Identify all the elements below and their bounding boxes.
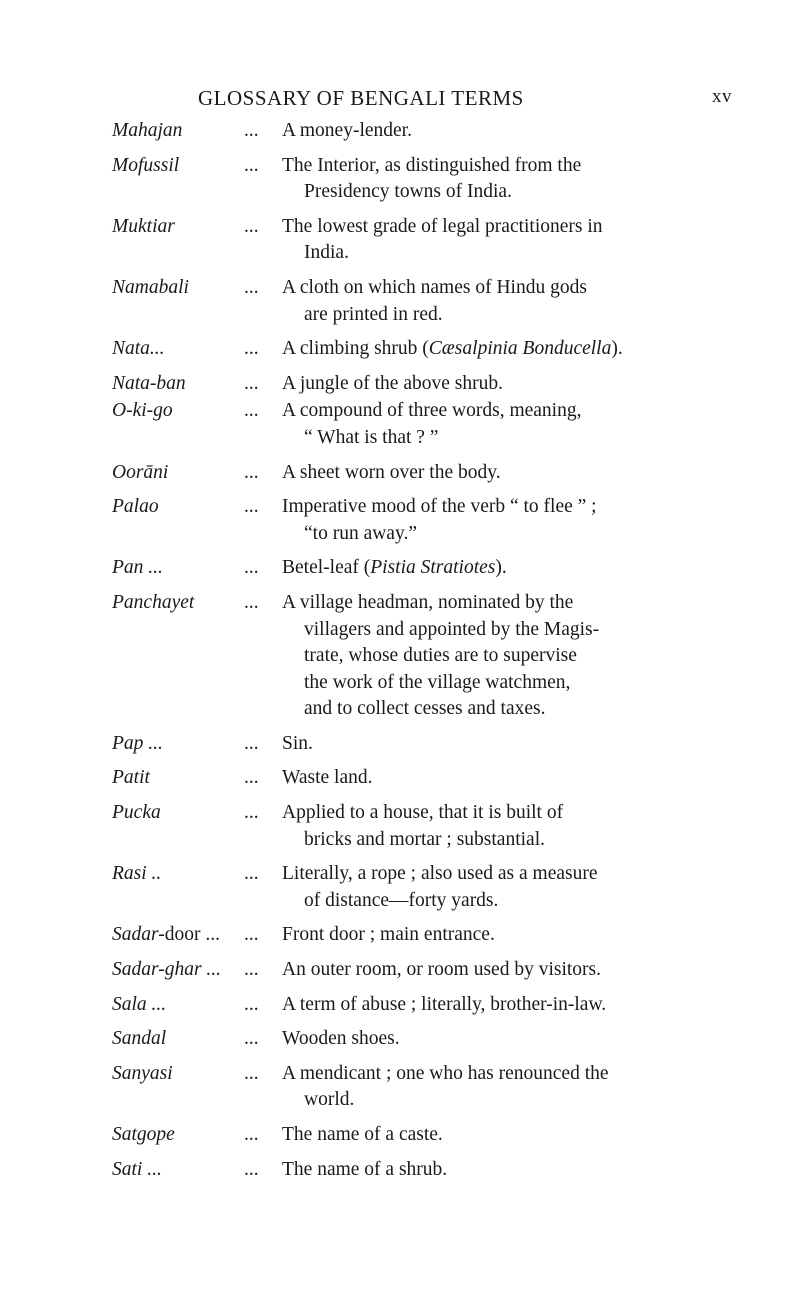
glossary-term: Pucka: [112, 802, 161, 824]
definition-line: A compound of three words, meaning,: [282, 400, 582, 422]
glossary-term: Sandal: [112, 1028, 167, 1050]
glossary-term: Palao: [112, 496, 159, 518]
glossary-term: Pan ...: [112, 557, 163, 579]
leader-dots: ...: [244, 276, 259, 298]
leader-dots: ...: [244, 802, 259, 824]
glossary-term: Pap ...: [112, 732, 163, 754]
definition-line: Sin.: [282, 732, 313, 754]
definition-line: of distance—forty yards.: [304, 889, 499, 911]
glossary-definition: [282, 1122, 702, 1149]
glossary-term: Muktiar: [112, 215, 175, 237]
glossary-term: Sala ...: [112, 993, 167, 1015]
leader-dots: ...: [244, 215, 259, 237]
leader-dots: ...: [244, 863, 259, 885]
definition-line: An outer room, or room used by visitors.: [282, 959, 602, 981]
glossary-term: Oorāni: [112, 461, 169, 483]
definition-line: A money-lender.: [282, 120, 412, 141]
definition-line: Waste land.: [282, 767, 373, 789]
glossary-entry: [112, 153, 652, 206]
glossary-definition: [282, 275, 702, 328]
glossary-definition: [282, 765, 702, 792]
glossary-term: Mofussil: [112, 154, 180, 176]
glossary-definition: [282, 957, 702, 984]
definition-line: A cloth on which names of Hindu gods: [282, 276, 587, 298]
glossary-entry: [112, 1026, 652, 1053]
leader-dots: ...: [244, 993, 259, 1015]
glossary-term: Sati ...: [112, 1158, 162, 1180]
definition-line: trate, whose duties are to supervise: [304, 645, 577, 667]
definition-line: “ What is that ? ”: [304, 426, 439, 448]
glossary-entry: [112, 336, 652, 363]
definition-line: Imperative mood of the verb “ to flee ” ;: [282, 496, 597, 518]
glossary-term: Sanyasi: [112, 1062, 173, 1084]
definition-line: A village headman, nominated by the: [282, 591, 574, 613]
definition-line: Front door ; main entrance.: [282, 924, 495, 946]
glossary-definition: [282, 460, 702, 487]
glossary-term: Nata...: [112, 338, 165, 360]
definition-line: world.: [304, 1089, 355, 1111]
definition-line: the work of the village watchmen,: [304, 671, 571, 693]
glossary-entry: [112, 992, 652, 1019]
definition-line: Literally, a rope ; also used as a measure: [282, 863, 598, 885]
glossary-entry: [112, 957, 652, 984]
glossary-entry: [112, 922, 652, 949]
definition-line: Wooden shoes.: [282, 1028, 400, 1050]
page-title: GLOSSARY OF BENGALI TERMS: [198, 86, 524, 110]
definition-line: The lowest grade of legal practitioners in: [282, 215, 603, 237]
glossary-definition: [282, 555, 702, 582]
leader-dots: ...: [244, 372, 259, 394]
glossary-term: Namabali: [112, 276, 189, 298]
definition-line: Betel-leaf (Pistia Stratiotes).: [282, 557, 507, 579]
glossary-entry: [112, 494, 652, 547]
glossary-definition: [282, 731, 702, 758]
glossary-term: Sadar-door ...: [112, 924, 220, 946]
leader-dots: ...: [244, 338, 259, 360]
glossary-entry: [112, 861, 652, 914]
glossary-definition: [282, 1026, 702, 1053]
definition-line: “to run away.”: [304, 522, 417, 544]
definition-line: villagers and appointed by the Magis-: [304, 618, 600, 640]
glossary-definition: [282, 336, 702, 363]
glossary-entry: [112, 1122, 652, 1149]
glossary-term: Satgope: [112, 1124, 175, 1145]
leader-dots: ...: [244, 591, 259, 613]
definition-line: bricks and mortar ; substantial.: [304, 828, 545, 850]
glossary-entry: [112, 214, 652, 267]
leader-dots: ...: [244, 461, 259, 483]
glossary-entry: [112, 118, 652, 145]
glossary-definition: [282, 153, 702, 206]
definition-line: and to collect cesses and taxes.: [304, 698, 546, 720]
glossary-term: Mahajan: [112, 120, 183, 141]
glossary-definition: [282, 922, 702, 949]
glossary-entry: [112, 765, 652, 792]
definition-line: The Interior, as distinguished from the: [282, 154, 582, 176]
leader-dots: ...: [244, 1028, 259, 1050]
glossary-entry: [112, 555, 652, 582]
glossary-definition: [282, 1061, 702, 1114]
definition-line: India.: [304, 242, 349, 264]
definition-line: A climbing shrub (Cæsalpinia Bonducella).: [282, 338, 623, 360]
glossary-entry: [112, 1157, 652, 1184]
glossary-definition: [282, 494, 702, 547]
definition-line: A sheet worn over the body.: [282, 461, 501, 483]
leader-dots: ...: [244, 1158, 259, 1180]
glossary-term: Sadar-ghar ...: [112, 959, 222, 981]
glossary-definition: [282, 590, 702, 723]
glossary-definition: [282, 992, 702, 1019]
leader-dots: ...: [244, 1124, 259, 1145]
page-number: xv: [712, 86, 732, 107]
definition-line: The name of a shrub.: [282, 1158, 448, 1180]
glossary-entry: [112, 1061, 652, 1114]
leader-dots: ...: [244, 924, 259, 946]
glossary-entry: [112, 460, 652, 487]
leader-dots: ...: [244, 496, 259, 518]
glossary-entry: [112, 731, 652, 758]
glossary-entry: [112, 371, 652, 398]
glossary-definition: [282, 398, 702, 451]
leader-dots: ...: [244, 557, 259, 579]
glossary-definition: [282, 1157, 702, 1184]
glossary-term: Patit: [112, 767, 150, 789]
definition-line: A term of abuse ; literally, brother-in-law.: [282, 993, 607, 1015]
glossary-term: Nata-ban: [112, 372, 186, 394]
definition-line: Presidency towns of India.: [304, 181, 512, 203]
leader-dots: ...: [244, 120, 259, 141]
glossary-term: O-ki-go: [112, 400, 173, 422]
definition-line: The name of a caste.: [282, 1124, 443, 1145]
leader-dots: ...: [244, 732, 259, 754]
leader-dots: ...: [244, 1062, 259, 1084]
leader-dots: ...: [244, 767, 259, 789]
glossary-term: Panchayet: [112, 591, 195, 613]
definition-line: Applied to a house, that it is built of: [282, 802, 564, 824]
glossary-definition: [282, 214, 702, 267]
glossary-definition: [282, 118, 702, 145]
glossary-definition: [282, 800, 702, 853]
glossary-definition: [282, 861, 702, 914]
glossary-entry: [112, 590, 652, 723]
glossary-entry: [112, 275, 652, 328]
leader-dots: ...: [244, 959, 259, 981]
glossary-term: Rasi ..: [112, 863, 162, 885]
glossary-entry: [112, 800, 652, 853]
glossary-definition: [282, 371, 702, 398]
definition-line: are printed in red.: [304, 303, 443, 325]
leader-dots: ...: [244, 154, 259, 176]
glossary-entry: [112, 398, 652, 451]
definition-line: A jungle of the above shrub.: [282, 372, 503, 394]
definition-line: A mendicant ; one who has renounced the: [282, 1062, 609, 1084]
leader-dots: ...: [244, 400, 259, 422]
glossary-list: [112, 118, 652, 1191]
